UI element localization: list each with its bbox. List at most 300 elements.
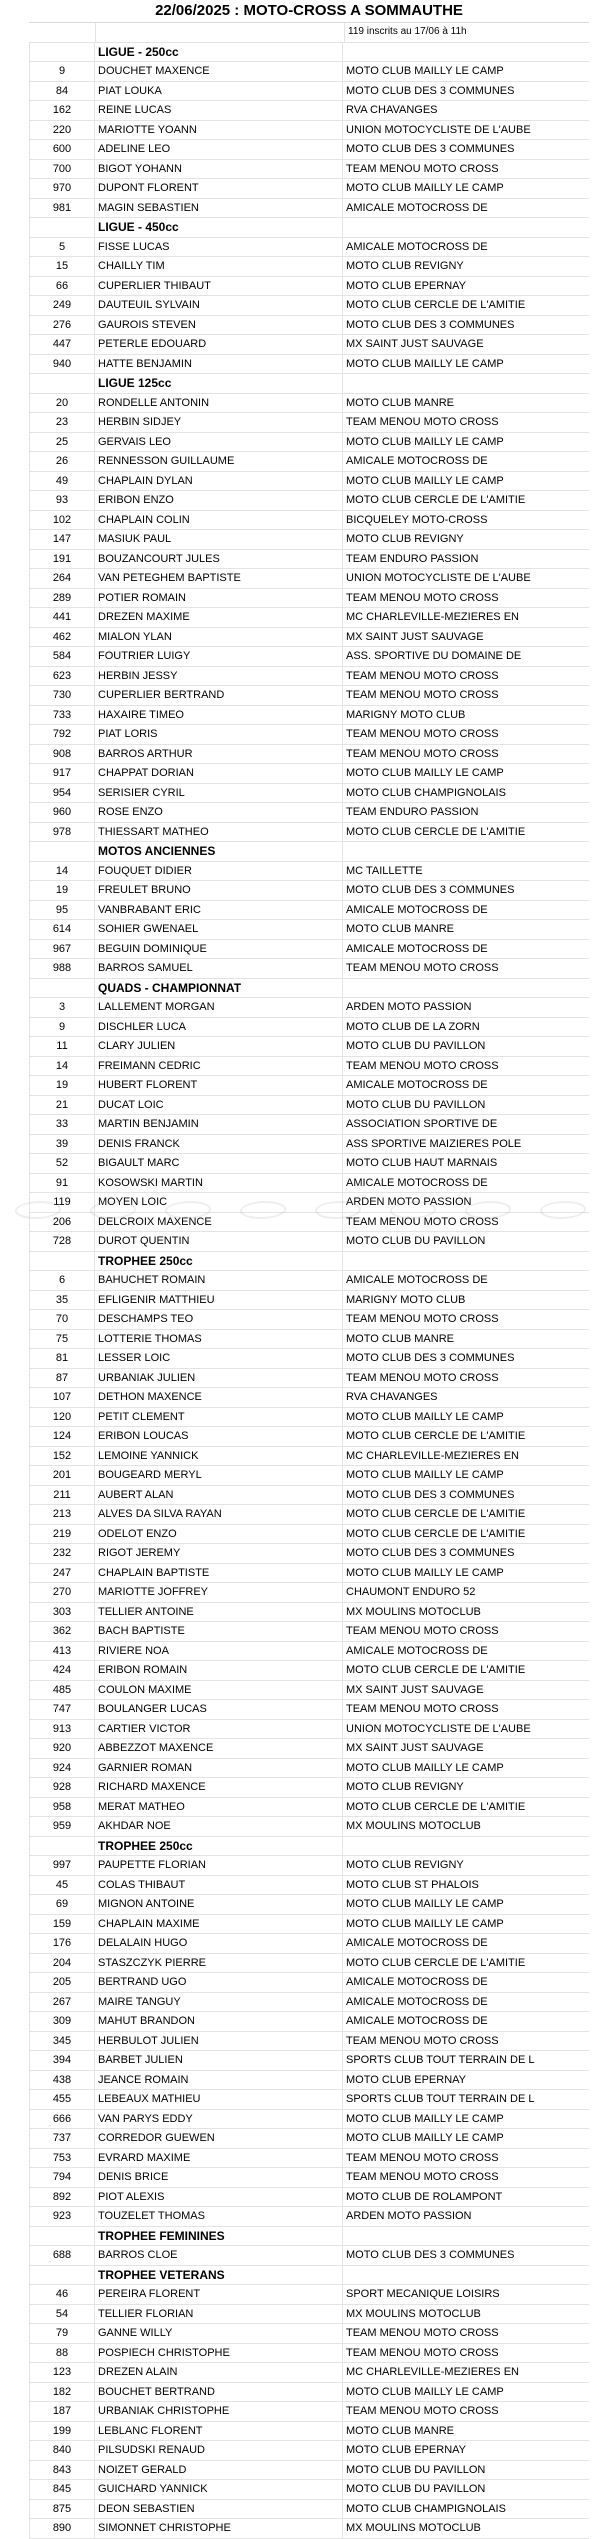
rider-club: ARDEN MOTO PASSION bbox=[346, 2210, 472, 2222]
rider-name: PEREIRA FLORENT bbox=[95, 2285, 343, 2304]
rider-number: 35 bbox=[29, 1291, 95, 1310]
rider-name: NOIZET GERALD bbox=[95, 2461, 343, 2480]
rider-number: 923 bbox=[29, 2207, 95, 2226]
registration-info-row bbox=[29, 23, 589, 43]
rider-name: CHAPLAIN DYLAN bbox=[95, 472, 343, 491]
table-row bbox=[29, 745, 589, 765]
rider-name: PETERLE EDOUARD bbox=[95, 335, 343, 354]
rider-name: PAUPETTE FLORIAN bbox=[95, 1856, 343, 1875]
rider-number: 309 bbox=[29, 2012, 95, 2031]
rider-name: DETHON MAXENCE bbox=[95, 1388, 343, 1407]
table-row bbox=[29, 1427, 589, 1447]
rider-name: LALLEMENT MORGAN bbox=[95, 998, 343, 1017]
table-row bbox=[29, 2285, 589, 2305]
empty-cell bbox=[343, 374, 589, 393]
rider-number: 25 bbox=[29, 433, 95, 452]
empty-cell bbox=[29, 23, 96, 42]
rider-name: BARROS SAMUEL bbox=[95, 959, 343, 978]
rider-name: LEBLANC FLORENT bbox=[95, 2422, 343, 2441]
rider-number: 792 bbox=[29, 725, 95, 744]
rider-club: BICQUELEY MOTO-CROSS bbox=[346, 513, 488, 526]
rider-name: DELCROIX MAXENCE bbox=[95, 1213, 343, 1232]
rider-club: MX SAINT JUST SAUVAGE bbox=[346, 1742, 484, 1754]
rider-club: AMICALE MOTOCROSS DE bbox=[346, 201, 488, 214]
table-row bbox=[29, 1759, 589, 1779]
rider-number: 270 bbox=[29, 1583, 95, 1602]
rider-number: 917 bbox=[29, 764, 95, 783]
rider-number: 978 bbox=[29, 823, 95, 842]
rider-number: 33 bbox=[29, 1115, 95, 1134]
rider-name: STASZCZYK PIERRE bbox=[95, 1954, 343, 1973]
table-row bbox=[29, 2461, 589, 2481]
rider-number: 66 bbox=[29, 277, 95, 296]
rider-name: CLARY JULIEN bbox=[95, 1037, 343, 1056]
table-row bbox=[29, 1778, 589, 1798]
rider-club: MX MOULINS MOTOCLUB bbox=[346, 2522, 481, 2534]
rider-club: MOTO CLUB DES 3 COMMUNES bbox=[346, 884, 515, 896]
rider-name: DREZEN ALAIN bbox=[95, 2363, 343, 2382]
rider-club: UNION MOTOCYCLISTE DE L'AUBE bbox=[346, 1722, 531, 1735]
rider-name: TELLIER FLORIAN bbox=[95, 2305, 343, 2324]
rider-number: 747 bbox=[29, 1700, 95, 1719]
rider-number: 614 bbox=[29, 920, 95, 939]
rider-club: MOTO CLUB REVIGNY bbox=[346, 1859, 464, 1871]
table-row bbox=[29, 1447, 589, 1467]
rider-name: MAIRE TANGUY bbox=[95, 1993, 343, 2012]
rider-name: PETIT CLEMENT bbox=[95, 1408, 343, 1427]
rider-number: 600 bbox=[29, 140, 95, 159]
table-row bbox=[29, 1330, 589, 1350]
rider-name: ALVES DA SILVA RAYAN bbox=[95, 1505, 343, 1524]
rider-club: ASS. SPORTIVE DU DOMAINE DE bbox=[346, 650, 522, 662]
rider-name: ERIBON ROMAIN bbox=[95, 1661, 343, 1680]
rider-number: 70 bbox=[29, 1310, 95, 1329]
rider-club: MOTO CLUB DES 3 COMMUNES bbox=[346, 1488, 515, 1501]
table-row bbox=[29, 238, 589, 258]
rider-name: AUBERT ALAN bbox=[95, 1486, 343, 1505]
table-row bbox=[29, 2012, 589, 2032]
rider-club: TEAM MENOU MOTO CROSS bbox=[346, 2151, 499, 2164]
empty-cell bbox=[29, 43, 95, 62]
rider-club: MX SAINT JUST SAUVAGE bbox=[346, 1683, 484, 1696]
rider-name: LEMOINE YANNICK bbox=[95, 1447, 343, 1466]
empty-cell bbox=[343, 2266, 589, 2285]
table-row bbox=[29, 2519, 589, 2539]
table-row bbox=[29, 686, 589, 706]
rider-club: MOTO CLUB MANRE bbox=[346, 1332, 454, 1345]
rider-club: TEAM ENDURO PASSION bbox=[346, 552, 479, 565]
table-row bbox=[29, 2480, 589, 2500]
rider-club: ASSOCIATION SPORTIVE DE bbox=[346, 1118, 498, 1130]
rider-name: CHAPPAT DORIAN bbox=[95, 764, 343, 783]
rider-number: 199 bbox=[29, 2422, 95, 2441]
table-row bbox=[29, 1798, 589, 1818]
table-row bbox=[29, 1895, 589, 1915]
rider-number: 205 bbox=[29, 1973, 95, 1992]
table-row bbox=[29, 1193, 589, 1213]
table-row bbox=[29, 394, 589, 414]
rider-number: 20 bbox=[29, 394, 95, 413]
rider-club: ASS SPORTIVE MAIZIERES POLE bbox=[346, 1137, 522, 1150]
rider-name: MOYEN LOIC bbox=[95, 1193, 343, 1212]
rider-name: VANBRABANT ERIC bbox=[95, 901, 343, 920]
table-row bbox=[29, 491, 589, 511]
rider-club: MOTO CLUB MAILLY LE CAMP bbox=[346, 1917, 504, 1930]
rider-club: MOTO CLUB MAILLY LE CAMP bbox=[346, 2112, 504, 2125]
rider-name: BIGAULT MARC bbox=[95, 1154, 343, 1173]
rider-name: KOSOWSKI MARTIN bbox=[95, 1174, 343, 1193]
rider-number: 14 bbox=[29, 862, 95, 881]
table-row bbox=[29, 1603, 589, 1623]
rider-club: TEAM MENOU MOTO CROSS bbox=[346, 416, 499, 428]
table-row bbox=[29, 2168, 589, 2188]
rider-name: RIVIERE NOA bbox=[95, 1642, 343, 1661]
rider-number: 666 bbox=[29, 2110, 95, 2129]
rider-name: GERVAIS LEO bbox=[95, 433, 343, 452]
table-row bbox=[29, 2402, 589, 2422]
rider-name: DUPONT FLORENT bbox=[95, 179, 343, 198]
category-header-row bbox=[29, 2266, 589, 2286]
table-row bbox=[29, 2383, 589, 2403]
rider-name: DREZEN MAXIME bbox=[95, 608, 343, 627]
rider-name: FREULET BRUNO bbox=[95, 881, 343, 900]
table-row bbox=[29, 1037, 589, 1057]
empty-cell bbox=[29, 2227, 95, 2246]
rider-club: AMICALE MOTOCROSS DE bbox=[346, 455, 488, 467]
table-row bbox=[29, 569, 589, 589]
empty-cell bbox=[29, 374, 95, 393]
rider-number: 162 bbox=[29, 101, 95, 120]
rider-club: MOTO CLUB CHAMPIGNOLAIS bbox=[346, 2502, 506, 2515]
table-row bbox=[29, 433, 589, 453]
category-header-row bbox=[29, 1837, 589, 1857]
rider-club: RVA CHAVANGES bbox=[346, 104, 438, 116]
rider-number: 79 bbox=[29, 2324, 95, 2343]
category-header-row bbox=[29, 2227, 589, 2247]
table-row bbox=[29, 1642, 589, 1662]
rider-number: 247 bbox=[29, 1564, 95, 1583]
page-title: 22/06/2025 : MOTO-CROSS A SOMMAUTHE bbox=[29, 0, 589, 23]
table-row bbox=[29, 2363, 589, 2383]
rider-name: BOUGEARD MERYL bbox=[95, 1466, 343, 1485]
table-row bbox=[29, 1739, 589, 1759]
rider-name: MASIUK PAUL bbox=[95, 530, 343, 549]
rider-club: TEAM MENOU MOTO CROSS bbox=[346, 1703, 499, 1715]
rider-club: TEAM MENOU MOTO CROSS bbox=[346, 2346, 499, 2359]
table-row bbox=[29, 1817, 589, 1837]
rider-number: 700 bbox=[29, 160, 95, 179]
category-title: LIGUE - 450cc bbox=[95, 218, 343, 237]
rider-number: 5 bbox=[29, 238, 95, 257]
rider-number: 187 bbox=[29, 2402, 95, 2421]
rider-club: MOTO CLUB CERCLE DE L'AMITIE bbox=[346, 825, 526, 838]
rider-number: 11 bbox=[29, 1037, 95, 1056]
rider-name: FISSE LUCAS bbox=[95, 238, 343, 257]
rider-club: TEAM MENOU MOTO CROSS bbox=[346, 2405, 499, 2417]
table-row bbox=[29, 1232, 589, 1252]
rider-number: 843 bbox=[29, 2461, 95, 2480]
rider-club: MOTO CLUB DES 3 COMMUNES bbox=[346, 318, 515, 331]
rider-club: MOTO CLUB CERCLE DE L'AMITIE bbox=[346, 494, 526, 506]
rider-number: 81 bbox=[29, 1349, 95, 1368]
rider-name: LEBEAUX MATHIEU bbox=[95, 2090, 343, 2109]
table-row bbox=[29, 1720, 589, 1740]
table-row bbox=[29, 1583, 589, 1603]
rider-name: ROSE ENZO bbox=[95, 803, 343, 822]
rider-number: 204 bbox=[29, 1954, 95, 1973]
rider-name: POTIER ROMAIN bbox=[95, 589, 343, 608]
rider-club: SPORTS CLUB TOUT TERRAIN DE L bbox=[346, 2093, 535, 2105]
rider-name: URBANIAK CHRISTOPHE bbox=[95, 2402, 343, 2421]
rider-club: TEAM ENDURO PASSION bbox=[346, 806, 479, 818]
rider-name: CARTIER VICTOR bbox=[95, 1720, 343, 1739]
rider-number: 75 bbox=[29, 1330, 95, 1349]
rider-number: 485 bbox=[29, 1681, 95, 1700]
rider-name: DISCHLER LUCA bbox=[95, 1018, 343, 1037]
rider-club: MOTO CLUB REVIGNY bbox=[346, 260, 464, 272]
rider-number: 840 bbox=[29, 2441, 95, 2460]
rider-number: 54 bbox=[29, 2305, 95, 2324]
rider-club: MOTO CLUB MAILLY LE CAMP bbox=[346, 435, 504, 448]
table-row bbox=[29, 199, 589, 219]
rider-number: 152 bbox=[29, 1447, 95, 1466]
table-row bbox=[29, 1954, 589, 1974]
rider-number: 45 bbox=[29, 1876, 95, 1895]
rider-number: 688 bbox=[29, 2246, 95, 2265]
rider-number: 928 bbox=[29, 1778, 95, 1797]
rider-number: 3 bbox=[29, 998, 95, 1017]
rider-name: FOUQUET DIDIER bbox=[95, 862, 343, 881]
rider-name: GAUROIS STEVEN bbox=[95, 316, 343, 335]
rider-number: 913 bbox=[29, 1720, 95, 1739]
table-row bbox=[29, 1934, 589, 1954]
rider-number: 264 bbox=[29, 569, 95, 588]
rider-name: SERISIER CYRIL bbox=[95, 784, 343, 803]
rider-number: 87 bbox=[29, 1369, 95, 1388]
table-row bbox=[29, 1486, 589, 1506]
rider-club: AMICALE MOTOCROSS DE bbox=[346, 903, 488, 916]
category-header-row bbox=[29, 43, 589, 63]
rider-name: THIESSART MATHEO bbox=[95, 823, 343, 842]
rider-club: AMICALE MOTOCROSS DE bbox=[346, 1176, 488, 1189]
table-row bbox=[29, 2110, 589, 2130]
table-row bbox=[29, 1154, 589, 1174]
rider-club: UNION MOTOCYCLISTE DE L'AUBE bbox=[346, 572, 531, 584]
rider-name: POSPIECH CHRISTOPHE bbox=[95, 2344, 343, 2363]
rider-club: MOTO CLUB REVIGNY bbox=[346, 533, 464, 545]
rider-number: 91 bbox=[29, 1174, 95, 1193]
rider-club: AMICALE MOTOCROSS DE bbox=[346, 1976, 488, 1988]
category-header-row bbox=[29, 979, 589, 999]
table-row bbox=[29, 1349, 589, 1369]
rider-name: SOHIER GWENAEL bbox=[95, 920, 343, 939]
table-row bbox=[29, 1096, 589, 1116]
rider-club: SPORTS CLUB TOUT TERRAIN DE L bbox=[346, 2054, 535, 2066]
table-row bbox=[29, 901, 589, 921]
table-row bbox=[29, 1271, 589, 1291]
table-row bbox=[29, 179, 589, 199]
rider-number: 119 bbox=[29, 1193, 95, 1212]
rider-number: 753 bbox=[29, 2149, 95, 2168]
empty-cell bbox=[29, 979, 95, 998]
rider-club: TEAM MENOU MOTO CROSS bbox=[346, 962, 499, 974]
rider-number: 93 bbox=[29, 491, 95, 510]
rider-club: MOTO CLUB DU PAVILLON bbox=[346, 1098, 486, 1111]
rider-number: 997 bbox=[29, 1856, 95, 1875]
rider-number: 107 bbox=[29, 1388, 95, 1407]
table-row bbox=[29, 784, 589, 804]
rider-name: MAHUT BRANDON bbox=[95, 2012, 343, 2031]
rider-name: HATTE BENJAMIN bbox=[95, 355, 343, 374]
category-header-row bbox=[29, 218, 589, 238]
rider-club: AMICALE MOTOCROSS DE bbox=[346, 1274, 488, 1286]
rider-name: DAUTEUIL SYLVAIN bbox=[95, 296, 343, 315]
rider-name: GUICHARD YANNICK bbox=[95, 2480, 343, 2499]
rider-club: MOTO CLUB HAUT MARNAIS bbox=[346, 1157, 498, 1169]
rider-number: 424 bbox=[29, 1661, 95, 1680]
rider-name: ERIBON LOUCAS bbox=[95, 1427, 343, 1446]
table-row bbox=[29, 1115, 589, 1135]
rider-number: 988 bbox=[29, 959, 95, 978]
rider-club: MOTO CLUB CERCLE DE L'AMITIE bbox=[346, 1527, 526, 1540]
rider-name: EVRARD MAXIME bbox=[95, 2149, 343, 2168]
rider-number: 438 bbox=[29, 2071, 95, 2090]
rider-club: UNION MOTOCYCLISTE DE L'AUBE bbox=[346, 123, 531, 136]
rider-name: BERTRAND UGO bbox=[95, 1973, 343, 1992]
table-row bbox=[29, 608, 589, 628]
rider-club: MX MOULINS MOTOCLUB bbox=[346, 2307, 481, 2320]
rider-number: 954 bbox=[29, 784, 95, 803]
table-row bbox=[29, 628, 589, 648]
table-row bbox=[29, 706, 589, 726]
rider-name: PIOT ALEXIS bbox=[95, 2188, 343, 2207]
rider-club: TEAM MENOU MOTO CROSS bbox=[346, 669, 499, 682]
rider-number: 120 bbox=[29, 1408, 95, 1427]
rider-club: TEAM MENOU MOTO CROSS bbox=[346, 2327, 499, 2339]
rider-name: CUPERLIER THIBAUT bbox=[95, 277, 343, 296]
rider-number: 123 bbox=[29, 2363, 95, 2382]
rider-club: TEAM MENOU MOTO CROSS bbox=[346, 1215, 499, 1228]
rider-name: JEANCE ROMAIN bbox=[95, 2071, 343, 2090]
rider-number: 960 bbox=[29, 803, 95, 822]
rider-name: BOUCHET BERTRAND bbox=[95, 2383, 343, 2402]
rider-club: MX MOULINS MOTOCLUB bbox=[346, 1605, 481, 1618]
table-row bbox=[29, 1544, 589, 1564]
rider-number: 728 bbox=[29, 1232, 95, 1251]
empty-cell bbox=[29, 842, 95, 861]
rider-name: DUROT QUENTIN bbox=[95, 1232, 343, 1251]
rider-number: 875 bbox=[29, 2500, 95, 2519]
rider-name: DELALAIN HUGO bbox=[95, 1934, 343, 1953]
rider-club: MOTO CLUB MAILLY LE CAMP bbox=[346, 767, 504, 779]
rider-number: 213 bbox=[29, 1505, 95, 1524]
rider-club: SPORT MECANIQUE LOISIRS bbox=[346, 2288, 500, 2300]
category-header-row bbox=[29, 1252, 589, 1272]
category-title: MOTOS ANCIENNES bbox=[95, 842, 343, 861]
table-row bbox=[29, 2441, 589, 2461]
rider-club: MOTO CLUB MAILLY LE CAMP bbox=[346, 2385, 504, 2398]
rider-club: MOTO CLUB MAILLY LE CAMP bbox=[346, 1469, 504, 1481]
rider-number: 201 bbox=[29, 1466, 95, 1485]
rider-number: 737 bbox=[29, 2129, 95, 2148]
table-row bbox=[29, 101, 589, 121]
empty-cell bbox=[29, 2266, 95, 2285]
rider-name: ABBEZZOT MAXENCE bbox=[95, 1739, 343, 1758]
table-row bbox=[29, 160, 589, 180]
table-row bbox=[29, 823, 589, 843]
rider-name: HAXAIRE TIMEO bbox=[95, 706, 343, 725]
category-title: QUADS - CHAMPIONNAT bbox=[95, 979, 343, 998]
rider-club: MOTO CLUB DU PAVILLON bbox=[346, 1235, 486, 1247]
rider-number: 19 bbox=[29, 881, 95, 900]
rider-club: RVA CHAVANGES bbox=[346, 1391, 438, 1403]
table-row bbox=[29, 1408, 589, 1428]
rider-club: AMICALE MOTOCROSS DE bbox=[346, 1995, 488, 2008]
table-row bbox=[29, 2051, 589, 2071]
rider-number: 455 bbox=[29, 2090, 95, 2109]
rider-name: DENIS BRICE bbox=[95, 2168, 343, 2187]
rider-club: MOTO CLUB MAILLY LE CAMP bbox=[346, 182, 504, 194]
rider-name: EFLIGENIR MATTHIEU bbox=[95, 1291, 343, 1310]
rider-name: MIGNON ANTOINE bbox=[95, 1895, 343, 1914]
table-row bbox=[29, 2129, 589, 2149]
rider-name: CORREDOR GUEWEN bbox=[95, 2129, 343, 2148]
table-row bbox=[29, 1388, 589, 1408]
table-row bbox=[29, 511, 589, 531]
rider-number: 9 bbox=[29, 62, 95, 81]
rider-club: MOTO CLUB CERCLE DE L'AMITIE bbox=[346, 1800, 526, 1813]
table-row bbox=[29, 1505, 589, 1525]
rider-number: 26 bbox=[29, 452, 95, 471]
table-row bbox=[29, 1876, 589, 1896]
category-title: TROPHEE 250cc bbox=[95, 1252, 343, 1271]
rider-club: MOTO CLUB DES 3 COMMUNES bbox=[346, 84, 515, 97]
rider-club: MOTO CLUB MAILLY LE CAMP bbox=[346, 1566, 504, 1579]
table-row bbox=[29, 1525, 589, 1545]
rider-number: 147 bbox=[29, 530, 95, 549]
table-row bbox=[29, 140, 589, 160]
rider-club: MC CHARLEVILLE-MEZIERES EN bbox=[346, 611, 519, 623]
rider-club: MOTO CLUB DES 3 COMMUNES bbox=[346, 1547, 515, 1559]
rider-number: 920 bbox=[29, 1739, 95, 1758]
rider-club: MOTO CLUB CHAMPIGNOLAIS bbox=[346, 786, 506, 799]
rider-club: MOTO CLUB EPERNAY bbox=[346, 2073, 467, 2086]
rider-club: MOTO CLUB ST PHALOIS bbox=[346, 1878, 479, 1891]
table-row bbox=[29, 725, 589, 745]
rider-name: LOTTERIE THOMAS bbox=[95, 1330, 343, 1349]
empty-cell bbox=[96, 23, 345, 42]
rider-name: ODELOT ENZO bbox=[95, 1525, 343, 1544]
rider-club: MOTO CLUB DE LA ZORN bbox=[346, 1020, 480, 1033]
rider-name: CHAPLAIN BAPTISTE bbox=[95, 1564, 343, 1583]
rider-name: DENIS FRANCK bbox=[95, 1135, 343, 1154]
rider-name: BAHUCHET ROMAIN bbox=[95, 1271, 343, 1290]
category-title: TROPHEE 250cc bbox=[95, 1837, 343, 1856]
empty-cell bbox=[343, 218, 589, 237]
rider-club: MOTO CLUB REVIGNY bbox=[346, 1781, 464, 1793]
rider-name: FOUTRIER LUIGY bbox=[95, 647, 343, 666]
rider-number: 794 bbox=[29, 2168, 95, 2187]
category-title: TROPHEE VETERANS bbox=[95, 2266, 343, 2285]
rider-club: MOTO CLUB MAILLY LE CAMP bbox=[346, 65, 504, 77]
empty-cell bbox=[343, 1837, 589, 1856]
table-row bbox=[29, 550, 589, 570]
table-row bbox=[29, 1993, 589, 2013]
rider-name: BOUZANCOURT JULES bbox=[95, 550, 343, 569]
rider-club: MX SAINT JUST SAUVAGE bbox=[346, 338, 484, 350]
rider-club: CHAUMONT ENDURO 52 bbox=[346, 1586, 476, 1598]
rider-club: MOTO CLUB MAILLY LE CAMP bbox=[346, 1761, 504, 1774]
